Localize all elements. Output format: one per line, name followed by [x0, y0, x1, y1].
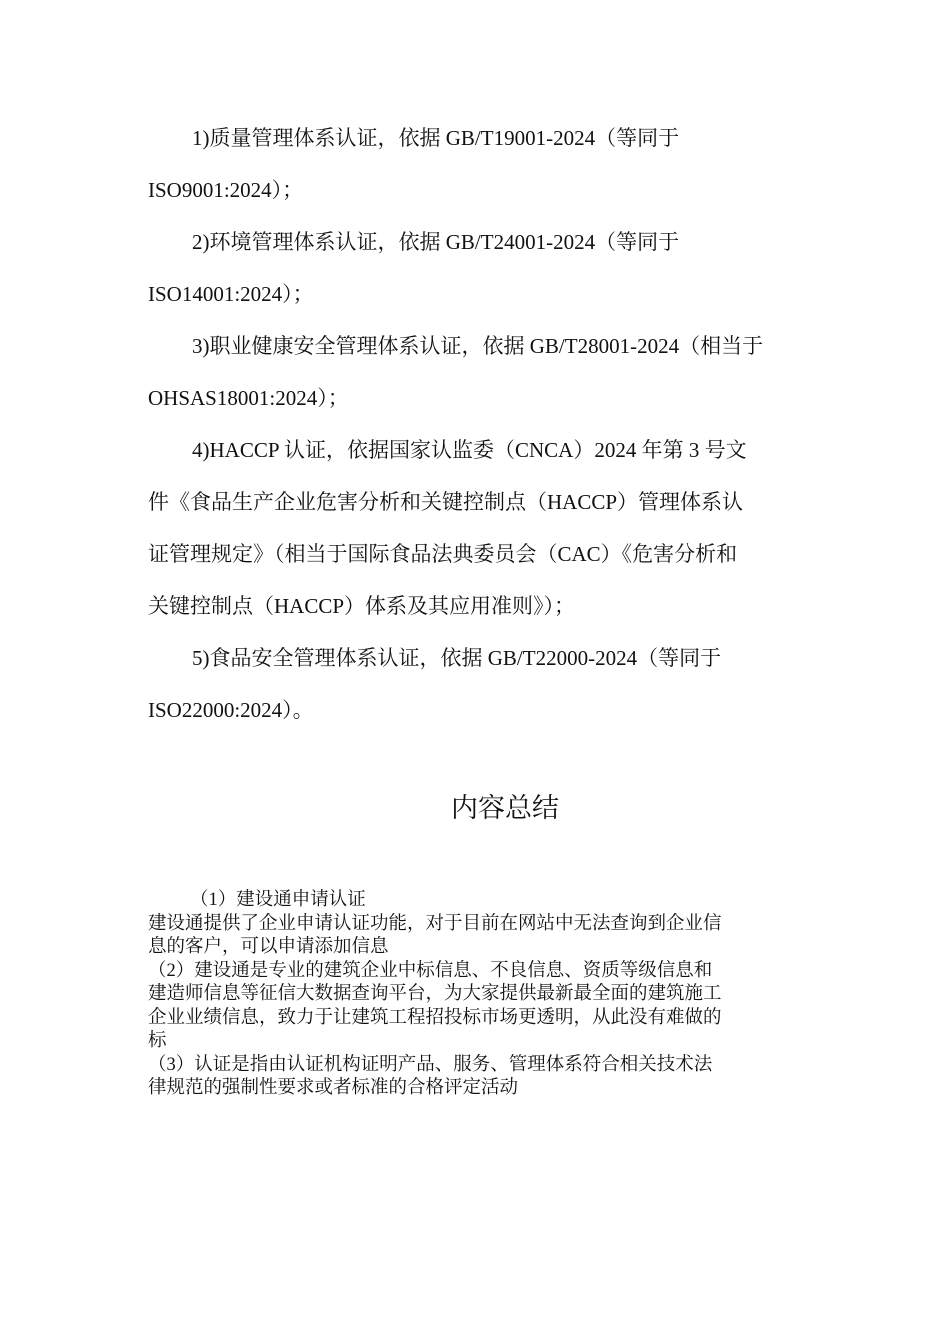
cert-3-line-2: OHSAS18001:2024）；: [148, 386, 349, 410]
summary-item-1-line-2: 息的客户，可以申请添加信息: [148, 937, 389, 957]
summary-item-2-line-1: （2）建设通是专业的建筑企业中标信息、不良信息、资质等级信息和: [148, 960, 713, 981]
cert-4-line-4: 关键控制点（HACCP）体系及其应用准则》）；: [148, 594, 576, 618]
cert-1-line-2: ISO9001:2024）；: [148, 178, 304, 202]
cert-2-line-2: ISO14001:2024）；: [148, 282, 314, 306]
cert-3-line-1: 3)职业健康安全管理体系认证，依据 GB/T28001-2024（相当于: [192, 334, 764, 358]
summary-content: [148, 889, 798, 1101]
cert-2-line-1: 2)环境管理体系认证，依据 GB/T24001-2024（等同于: [192, 230, 680, 254]
cert-5-line-1: 5)食品安全管理体系认证，依据 GB/T22000-2024（等同于: [192, 646, 722, 670]
summary-item-2-line-3: 企业业绩信息，致力于让建筑工程招投标市场更透明，从此没有难做的: [148, 1007, 722, 1028]
summary-item-2-line-2: 建造师信息等征信大数据查询平台，为大家提供最新最全面的建筑施工: [148, 984, 722, 1004]
certification-list: [148, 112, 808, 736]
summary-item-3-line-1: （3）认证是指由认证机构证明产品、服务、管理体系符合相关技术法: [148, 1054, 713, 1075]
summary-title: 内容总结: [451, 793, 559, 823]
summary-item-3-line-2: 律规范的强制性要求或者标准的合格评定活动: [148, 1078, 519, 1098]
summary-item-2-line-4: 标: [148, 1031, 167, 1051]
cert-4-line-3: 证管理规定》（相当于国际食品法典委员会（CAC）《危害分析和: [148, 542, 738, 566]
summary-item-1-heading: （1）建设通申请认证: [190, 890, 366, 910]
cert-1-line-1: 1)质量管理体系认证，依据 GB/T19001-2024（等同于: [192, 126, 680, 150]
summary-item-1-line-1: 建设通提供了企业申请认证功能，对于目前在网站中无法查询到企业信: [148, 913, 722, 934]
cert-4-line-2: 件《食品生产企业危害分析和关键控制点（HACCP）管理体系认: [148, 490, 744, 514]
cert-4-line-1: 4)HACCP 认证，依据国家认监委（CNCA）2024 年第 3 号文: [192, 438, 747, 462]
cert-5-line-2: ISO22000:2024）。: [148, 698, 314, 722]
